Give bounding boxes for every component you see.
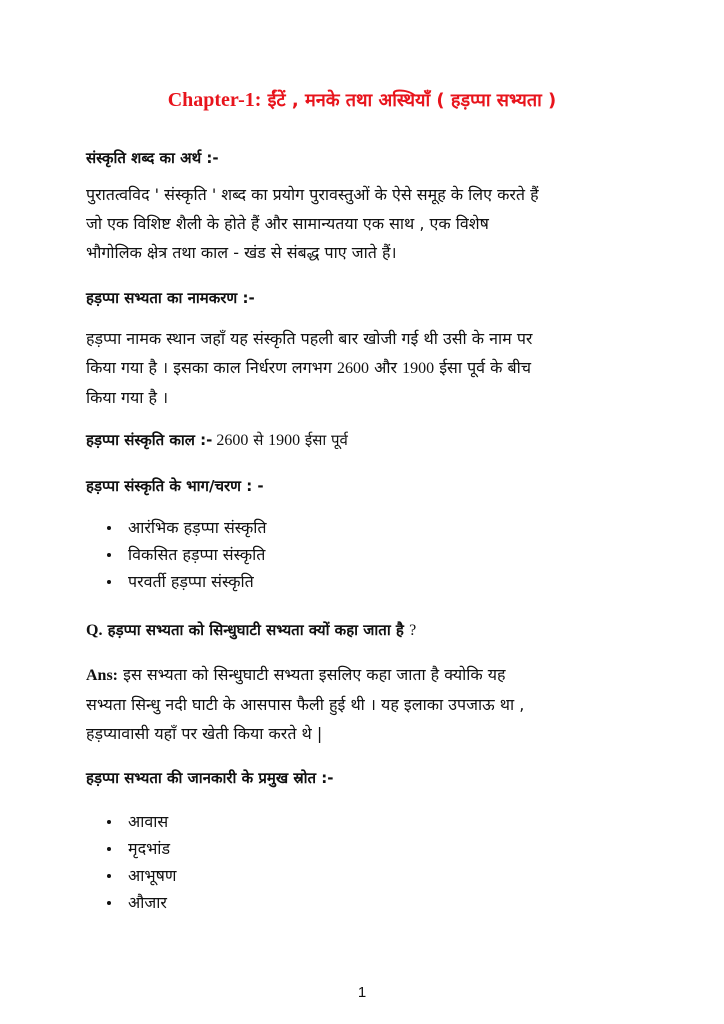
question	[86, 620, 416, 640]
list-item	[86, 835, 176, 862]
paragraph-line: पुरातत्वविद ' संस्कृति ' शब्द का प्रयोग पुरावस्तुओं के ऐसे समूह के लिए करते हैं	[86, 185, 539, 204]
year-value: 1900	[268, 432, 301, 449]
bullet-icon	[107, 901, 111, 905]
paragraph-line	[86, 353, 666, 383]
year-value: 2600	[212, 432, 249, 449]
bullet-icon	[107, 526, 111, 530]
heading-period	[86, 430, 348, 450]
answer-prefix: Ans:	[86, 667, 119, 684]
bullet-icon	[107, 820, 111, 824]
list-item	[86, 541, 267, 568]
sources-list	[86, 808, 176, 916]
list-item-text: आवास	[128, 812, 169, 831]
text-segment: ईसा पूर्व के बीच	[434, 358, 531, 377]
bullet-icon	[107, 553, 111, 557]
list-item	[86, 808, 176, 835]
chapter-title-prefix: Chapter-1:	[167, 89, 262, 111]
list-item	[86, 889, 176, 916]
list-item	[86, 514, 267, 541]
list-item	[86, 568, 267, 595]
paragraph-line: हड़प्यावासी यहाँ पर खेती किया करते थे |	[86, 724, 323, 743]
paragraph-line: भौगोलिक क्षेत्र तथा काल - खंड से संबद्ध पाए जाते हैं।	[86, 243, 397, 262]
heading-naming: हड़प्पा सभ्यता का नामकरण :-	[86, 289, 255, 307]
year-value: 1900	[402, 360, 435, 377]
bullet-icon	[107, 847, 111, 851]
bullet-icon	[107, 580, 111, 584]
text-segment: से	[248, 431, 269, 449]
list-item-text: विकसित हड़प्पा संस्कृति	[128, 545, 266, 564]
paragraph-line: हड़प्पा नामक स्थान जहाँ यह संस्कृति पहली बार खोजी गई थी उसी के नाम पर	[86, 329, 533, 348]
text-segment: ईसा पूर्व	[300, 431, 348, 449]
paragraph-line: जो एक विशिष्ट शैली के होते हैं और सामान्यतया एक साथ , एक विशेष	[86, 214, 489, 233]
heading-sources: हड़प्पा सभ्यता की जानकारी के प्रमुख स्रोत :-	[86, 769, 334, 787]
paragraph-line	[86, 660, 666, 690]
paragraph-culture-meaning	[86, 180, 666, 267]
bullet-icon	[107, 874, 111, 878]
phases-list	[86, 514, 267, 595]
list-item-text: परवर्ती हड़प्पा संस्कृति	[128, 572, 254, 591]
paragraph-naming	[86, 324, 666, 412]
text-segment: किया गया है । इसका काल निर्धरण लगभग	[86, 358, 338, 377]
year-value: 2600	[337, 360, 370, 377]
list-item-text: आभूषण	[128, 866, 177, 885]
period-label: हड़प्पा संस्कृति काल :-	[86, 431, 213, 449]
list-item	[86, 862, 176, 889]
paragraph-line: किया गया है ।	[86, 388, 169, 407]
question-text: हड़प्पा सभ्यता को सिन्धुघाटी सभ्यता क्यों कहा जाता है	[102, 621, 410, 639]
chapter-title-hindi: ईंटें , मनके तथा अस्थियाँ ( हड़प्पा सभ्यता )	[261, 90, 557, 111]
list-item-text: मृदभांड	[128, 839, 171, 858]
chapter-title	[0, 88, 724, 112]
text-segment: इस सभ्यता को सिन्धुघाटी सभ्यता इसलिए कहा जाता है क्योकि यह	[118, 665, 506, 684]
list-item-text: औजार	[128, 893, 167, 912]
paragraph-line: सभ्यता सिन्धु नदी घाटी के आसपास फैली हुई थी । यह इलाका उपजाऊ था ,	[86, 695, 525, 714]
page-number: 1	[357, 984, 367, 1001]
text-segment: और	[369, 358, 403, 377]
answer	[86, 660, 666, 748]
heading-culture-meaning: संस्कृति शब्द का अर्थ :-	[86, 149, 219, 167]
question-mark: ?	[409, 622, 417, 639]
heading-phases: हड़प्पा संस्कृति के भाग/चरण : -	[86, 477, 264, 495]
question-prefix: Q.	[86, 622, 103, 639]
list-item-text: आरंभिक हड़प्पा संस्कृति	[128, 518, 267, 537]
